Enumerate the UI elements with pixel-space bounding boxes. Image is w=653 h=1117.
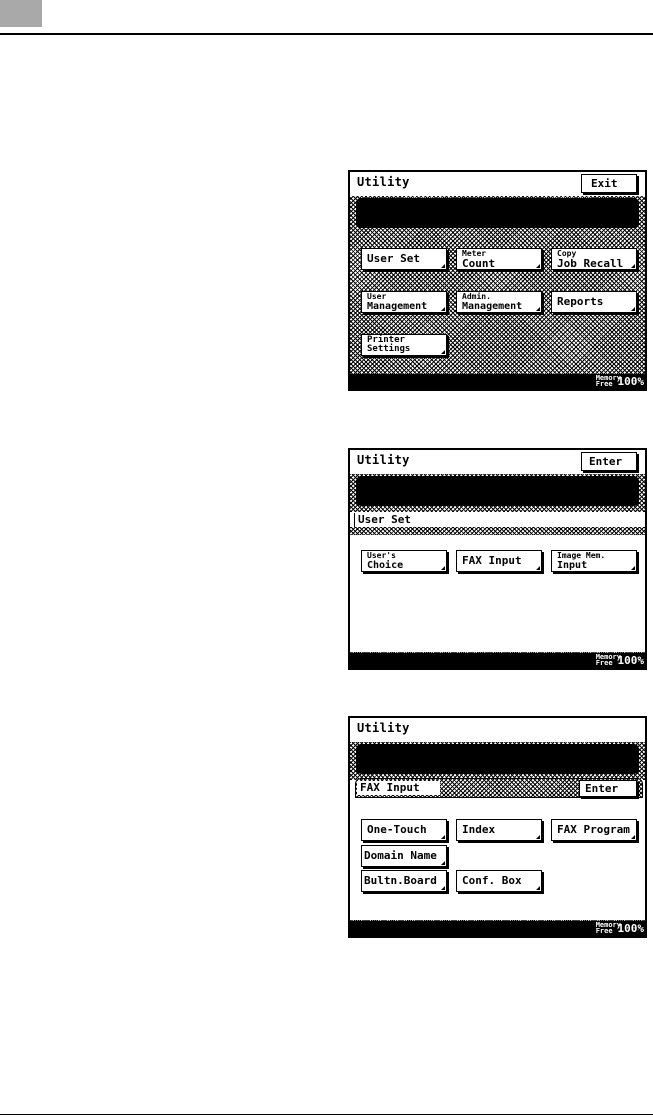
message-bar [356,476,639,506]
message-bar [356,744,639,774]
free-label: Free [595,380,613,388]
panel-title: Utility [357,175,410,189]
enter-label: Enter [589,454,623,468]
button-label: Choice [367,559,404,571]
button-label: Settings [367,344,411,354]
section-title: User Set [354,513,468,527]
button-label: Printer [367,335,405,345]
one-touch-button[interactable] [361,819,447,841]
button-label: Job Recall [557,256,624,270]
copy-job-recall-button[interactable] [551,248,637,270]
button-label: Management [462,300,523,312]
button-label: FAX Input [462,554,522,567]
printer-settings-button[interactable] [361,334,447,356]
admin-management-button[interactable] [456,291,542,313]
button-label: User Set [367,252,420,265]
memory-free-value: 100% [617,922,644,935]
button-label: Admin. [462,291,491,301]
domain-name-button[interactable] [361,845,447,867]
user-management-button[interactable] [361,291,447,313]
button-label: Management [367,300,428,312]
fax-input-button[interactable] [456,550,542,572]
utility-panel-main [348,170,647,391]
footer-rule [0,1114,653,1115]
user-set-button[interactable] [361,248,447,270]
button-label: One-Touch [367,823,427,836]
button-label: Count [462,256,496,270]
reports-button[interactable] [551,291,637,313]
button-label: Input [557,559,588,571]
button-label: User's [367,550,396,560]
button-label: Conf. Box [462,874,522,887]
memory-label: Memory [595,653,621,661]
status-bar [350,653,645,668]
memory-free-value: 100% [617,654,644,667]
free-label: Free [595,927,613,935]
button-label: User [367,291,387,301]
conf-box-button[interactable] [456,870,542,892]
panel-title: Utility [357,453,410,467]
enter-button[interactable] [579,780,637,797]
enter-label: Enter [585,781,619,795]
memory-free-value: 100% [617,375,644,388]
section-divider [350,527,645,535]
bultn-board-button[interactable] [361,870,447,892]
enter-button[interactable] [581,452,637,471]
button-label: Bultn.Board [364,874,437,887]
button-label: Index [462,823,496,836]
memory-label: Memory [595,921,621,929]
message-bar [356,198,639,228]
memory-label: Memory [595,374,621,382]
exit-label: Exit [591,176,618,190]
index-button[interactable] [456,819,542,841]
page-tab-marker [0,0,42,27]
meter-count-button[interactable] [456,248,542,270]
button-label: Domain Name [364,849,437,862]
panel-title: Utility [357,721,410,735]
users-choice-button[interactable] [361,550,447,572]
button-label: FAX Program [557,823,630,836]
button-label: Copy [557,248,577,258]
button-label: Reports [557,295,604,308]
user-set-panel [348,448,647,670]
free-label: Free [595,659,613,667]
fax-program-button[interactable] [551,819,637,841]
status-bar [350,374,645,389]
button-label: Meter [462,248,487,258]
fax-input-panel [348,716,647,938]
exit-button[interactable] [581,174,637,193]
status-bar [350,921,645,936]
section-title: FAX Input [357,781,440,795]
button-label: Image Mem. [557,550,606,560]
header-rule [0,33,653,35]
image-mem-input-button[interactable] [551,550,637,572]
